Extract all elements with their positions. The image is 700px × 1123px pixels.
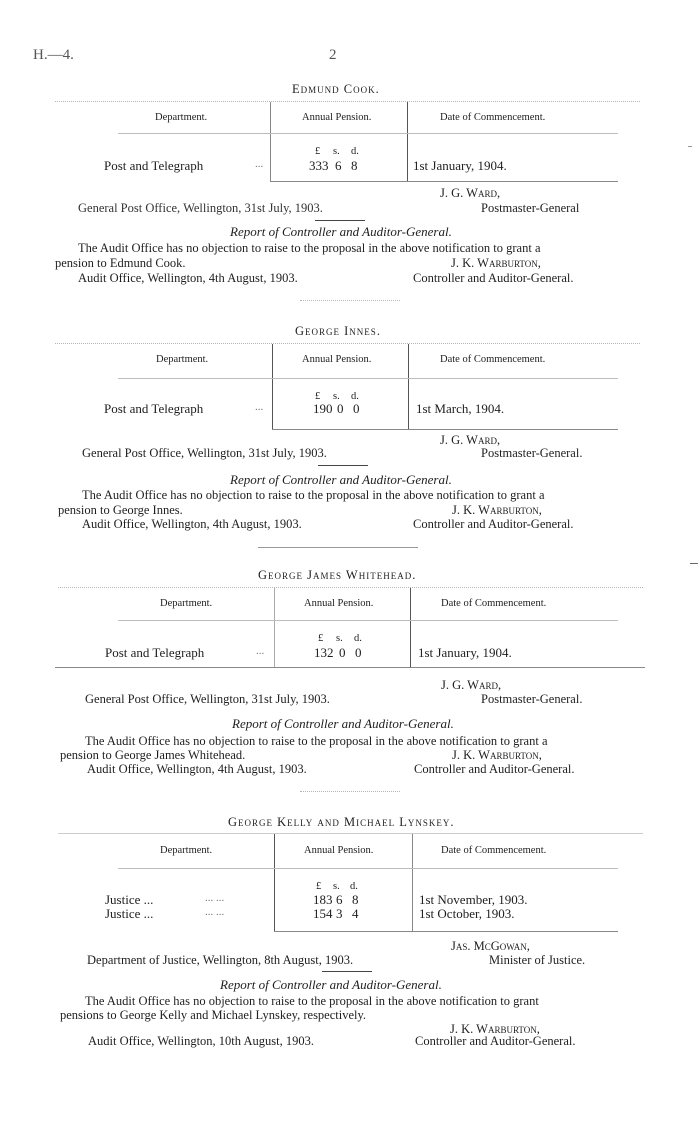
- row-pounds: 154: [313, 906, 333, 921]
- table-bottom-rule: [55, 667, 645, 668]
- row-shillings: 0: [337, 401, 344, 416]
- table-bottom-rule: [272, 429, 618, 430]
- report-text-line1: The Audit Office has no objection to raise to the proposal in the above notification to grant a: [78, 241, 541, 255]
- header-pension: Annual Pension.: [302, 112, 372, 123]
- signer-name: J. G. Ward,: [441, 678, 502, 692]
- table-top-rule: [55, 343, 640, 344]
- row-leader-dots: ...: [256, 645, 265, 657]
- divider-short: [315, 220, 365, 221]
- header-department: Department.: [160, 598, 213, 609]
- report-heading: Report of Controller and Auditor-General.: [232, 716, 454, 731]
- report-heading: Report of Controller and Auditor-General.: [230, 224, 452, 239]
- row-shillings: 6: [335, 158, 342, 173]
- row-pence: 0: [355, 645, 362, 660]
- column-divider: [270, 102, 271, 182]
- money-shillings-head: s.: [333, 146, 340, 157]
- signer-name: J. G. Ward,: [440, 433, 501, 447]
- auditor-title: Controller and Auditor-General.: [415, 1034, 576, 1048]
- page-ref: H.—4.: [33, 47, 74, 63]
- signer-name: J. G. Ward,: [440, 186, 501, 200]
- row-leader-dots: ... ...: [205, 892, 225, 904]
- margin-mark: [690, 563, 698, 564]
- header-date: Date of Commencement.: [440, 354, 546, 365]
- column-divider: [412, 834, 413, 932]
- header-rule: [118, 868, 618, 869]
- money-shillings-head: s.: [333, 391, 340, 402]
- money-pence-head: d.: [351, 146, 359, 157]
- row-leader-dots: ... ...: [205, 906, 225, 918]
- audit-date: Audit Office, Wellington, 4th August, 1903.: [87, 762, 307, 776]
- row-commencement: 1st October, 1903.: [419, 906, 515, 921]
- column-divider: [407, 102, 408, 182]
- section-title: George Kelly and Michael Lynskey.: [228, 815, 455, 829]
- row-pounds: 183: [313, 892, 333, 907]
- section-title: George James Whitehead.: [258, 568, 417, 582]
- row-commencement: 1st January, 1904.: [413, 158, 507, 173]
- auditor-name: J. K. Warburton,: [451, 256, 541, 270]
- divider-short: [322, 971, 372, 972]
- signer-title: Postmaster-General.: [481, 692, 583, 706]
- row-pence: 4: [352, 906, 359, 921]
- row-leader-dots: ...: [255, 401, 264, 413]
- header-pension: Annual Pension.: [302, 354, 372, 365]
- row-shillings: 6: [336, 892, 343, 907]
- signer-name: Jas. McGowan,: [451, 939, 530, 953]
- money-pence-head: d.: [351, 391, 359, 402]
- section-separator: [300, 791, 400, 792]
- divider-short: [318, 465, 368, 466]
- row-leader-dots: ...: [255, 158, 264, 170]
- report-heading: Report of Controller and Auditor-General.: [230, 472, 452, 487]
- row-department: Justice ...: [105, 892, 154, 907]
- column-divider: [274, 588, 275, 668]
- issued-line: General Post Office, Wellington, 31st July, 1903.: [82, 446, 327, 460]
- auditor-title: Controller and Auditor-General.: [413, 517, 574, 531]
- money-pence-head: d.: [354, 633, 362, 644]
- section-title: George Innes.: [295, 324, 381, 338]
- issued-line: General Post Office, Wellington, 31st July, 1903.: [85, 692, 330, 706]
- header-department: Department.: [156, 354, 209, 365]
- table-top-rule: [55, 101, 640, 102]
- header-date: Date of Commencement.: [441, 598, 547, 609]
- audit-date: Audit Office, Wellington, 10th August, 1903.: [88, 1034, 314, 1048]
- table-bottom-rule: [270, 181, 618, 182]
- header-department: Department.: [160, 845, 213, 856]
- section-separator: [258, 547, 418, 548]
- report-text-line2: pensions to George Kelly and Michael Lynskey, respectively.: [60, 1008, 367, 1022]
- report-heading: Report of Controller and Auditor-General.: [220, 977, 442, 992]
- row-shillings: 0: [339, 645, 346, 660]
- header-rule: [118, 620, 618, 621]
- signer-title: Postmaster-General.: [481, 446, 583, 460]
- section-title: Edmund Cook.: [292, 82, 380, 96]
- section-separator: [300, 300, 400, 301]
- auditor-title: Controller and Auditor-General.: [413, 271, 574, 285]
- report-text-line2: pension to George James Whitehead.: [60, 748, 246, 762]
- money-pounds-head: £: [315, 146, 321, 157]
- money-pence-head: d.: [350, 881, 358, 892]
- row-pence: 8: [351, 158, 358, 173]
- row-pence: 0: [353, 401, 360, 416]
- table-top-rule: [58, 587, 643, 588]
- header-date: Date of Commencement.: [441, 845, 547, 856]
- margin-mark: [688, 146, 692, 147]
- money-shillings-head: s.: [336, 633, 343, 644]
- row-department: Post and Telegraph: [104, 401, 204, 416]
- audit-date: Audit Office, Wellington, 4th August, 1903.: [82, 517, 302, 531]
- money-pounds-head: £: [318, 633, 324, 644]
- header-rule: [118, 378, 618, 379]
- money-pounds-head: £: [316, 881, 322, 892]
- report-text-line1: The Audit Office has no objection to raise to the proposal in the above notification to grant a: [85, 734, 548, 748]
- audit-date: Audit Office, Wellington, 4th August, 1903.: [78, 271, 298, 285]
- column-divider: [408, 344, 409, 430]
- money-pounds-head: £: [315, 391, 321, 402]
- row-commencement: 1st January, 1904.: [418, 645, 512, 660]
- report-text-line1: The Audit Office has no objection to raise to the proposal in the above notification to grant a: [82, 488, 545, 502]
- auditor-name: J. K. Warburton,: [452, 748, 542, 762]
- header-date: Date of Commencement.: [440, 112, 546, 123]
- header-pension: Annual Pension.: [304, 598, 374, 609]
- report-text-line2: pension to George Innes.: [58, 503, 183, 517]
- report-text-line2: pension to Edmund Cook.: [55, 256, 186, 270]
- row-department: Post and Telegraph: [104, 158, 204, 173]
- header-pension: Annual Pension.: [304, 845, 374, 856]
- row-shillings: 3: [336, 906, 343, 921]
- row-pounds: 132: [314, 645, 334, 660]
- auditor-name: J. K. Warburton,: [450, 1022, 540, 1036]
- row-department: Post and Telegraph: [105, 645, 205, 660]
- auditor-name: J. K. Warburton,: [452, 503, 542, 517]
- column-divider: [410, 588, 411, 668]
- row-pounds: 190: [313, 401, 333, 416]
- table-top-rule: [58, 833, 643, 834]
- row-commencement: 1st November, 1903.: [419, 892, 528, 907]
- header-department: Department.: [155, 112, 208, 123]
- signer-title: Minister of Justice.: [489, 953, 586, 967]
- report-text-line1: The Audit Office has no objection to raise to the proposal in the above notification to grant: [85, 994, 539, 1008]
- header-rule: [118, 133, 618, 134]
- auditor-title: Controller and Auditor-General.: [414, 762, 575, 776]
- row-pence: 8: [352, 892, 359, 907]
- column-divider: [272, 344, 273, 430]
- row-pounds: 333: [309, 158, 329, 173]
- page-number: 2: [329, 47, 337, 63]
- signer-title: Postmaster-General: [481, 201, 580, 215]
- table-bottom-rule: [274, 931, 618, 932]
- money-shillings-head: s.: [333, 881, 340, 892]
- row-department: Justice ...: [105, 906, 154, 921]
- issued-line: General Post Office, Wellington, 31st July, 1903.: [78, 201, 323, 215]
- row-commencement: 1st March, 1904.: [416, 401, 505, 416]
- issued-line: Department of Justice, Wellington, 8th August, 1903.: [87, 953, 354, 967]
- column-divider: [274, 834, 275, 932]
